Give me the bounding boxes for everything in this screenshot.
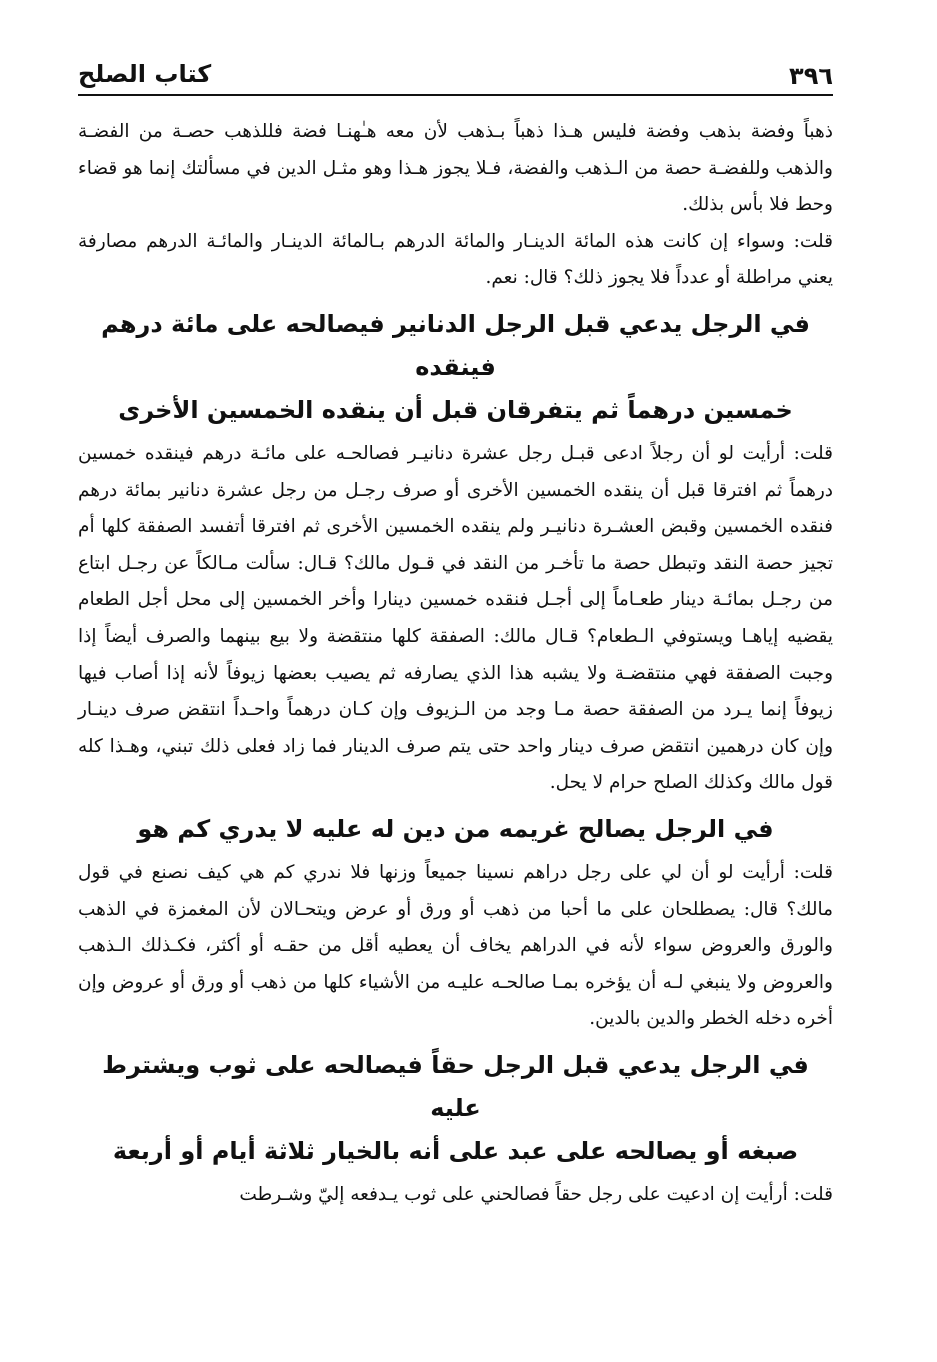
paragraph-question: قلت: وسواء إن كانت هذه المائة الدينـار والمائة الدرهم بـالمائة الدينـار والمائـة الدرهم مصارفة يعني مراطلة أو عدداً فلا يجوز ذلك؟ قال: نعم. [78, 230, 833, 289]
heading-1-line-1: في الرجل يدعي قبل الرجل الدنانير فيصالحه على مائة درهم فينقده [101, 309, 810, 381]
heading-3-line-2: صبغه أو يصالحه على عبد على أنه بالخيار ثلاثة أيام أو أربعة [112, 1136, 799, 1165]
book-page [78, 58, 833, 1213]
section-heading-2 [78, 808, 833, 851]
book-title: كتاب الصلح [78, 60, 212, 88]
page-body [78, 114, 833, 1213]
running-head [78, 58, 833, 96]
paragraph-continuation: ذهباً وفضة بذهب وفضة فليس هـذا ذهباً بـذهب لأن معه هـٰهنـا فضة فللذهب حصـة من الفضـة والذهب وللفضـة حصة من الـذهب والفضة، فـلا يجوز هـذا وهو مثـل الدين في مسألتك إنما هو قضاء وحط فلا بأس بذلك. [78, 121, 833, 216]
page-number: ٣٩٦ [789, 62, 833, 90]
section-heading-1 [78, 303, 833, 432]
section-2-text: قلت: أرأيت لو أن لي على رجل دراهم نسينا جميعاً وزنها فلا ندري كم هي كيف نصنع في قول مالك؟ قال: يصطلحان على ما أحبا من ذهب أو ورق أو عرض ويتحـالان لأن المغمزة في الذهب والورق والعروض سواء لأنه في الدراهم يخاف أن يعطيه أقل من حقـه أو أكثر، فكـذلك الـذهب والعروض ولا ينبغي لـه أن يؤخره بمـا صالحـه عليـه من الأشياء كلها من ذهب أو ورق أو عروض وإن أخره دخله الخطر والدين بالدين. [78, 861, 833, 1030]
heading-1-line-2: خمسين درهماً ثم يتفرقان قبل أن ينقده الخمسين الأخرى [118, 395, 793, 424]
section-heading-3 [78, 1044, 833, 1173]
heading-2-line-1: في الرجل يصالح غريمه من دين له عليه لا يدري كم هو [137, 814, 774, 843]
section-1-text: قلت: أرأيت لو أن رجلاً ادعى قبـل رجل عشرة دنانيـر فصالحـه على مائـة درهم فينقده خمسين درهماً ثم افترقا قبل أن ينقده الخمسين الأخرى أو صرف رجـل من رجل عشرة دنانير بمائة درهم فنقده الخمسين وقبض العشـرة دنانيـر ولم ينقده الخمسين الأخرى ثم افترقا أتفسد الصفقة كلها أم تجيز حصة النقد وتبطل حصة ما تأخـر من النقد في قـول مالك؟ قـال: سألت مـالكاً عن رجـل ابتاع من رجـل بمائـة دينار طعـاماً إلى أجـل فنقده خمسين دينارا وأخر الخمسين إلى محل أجل الطعام يقضيه إياهـا ويستوفي الـطعام؟ قـال مالك: الصفقة كلها منتقضة ولا بيع بينهما والصرف أيضاً إذا وجبت الصفقة فهي منتقضـة ولا يشبه هذا الذي يصارفه ثم يصيب بعضها زيوفاً لأنه إذا أصاب فيها زيوفاً إنما يـرد من الصفقة حصة مـا وجد من الـزيوف وإن كـان درهماً واحـداً انتقض صرف دينـار وإن كان درهمين انتقض صرف دينار واحد حتى يتم صرف الدينار فما زاد فعلى ذلك تبني، وهـذا كله قول مالك وكذلك الصلح حرام لا يحل. [78, 442, 834, 794]
heading-3-line-1: في الرجل يدعي قبل الرجل حقاً فيصالحه على ثوب ويشترط عليه [102, 1050, 809, 1122]
section-3-text: قلت: أرأيت إن ادعيت على رجل حقاً فصالحني على ثوب يـدفعه إليّ وشـرطت [239, 1183, 833, 1205]
